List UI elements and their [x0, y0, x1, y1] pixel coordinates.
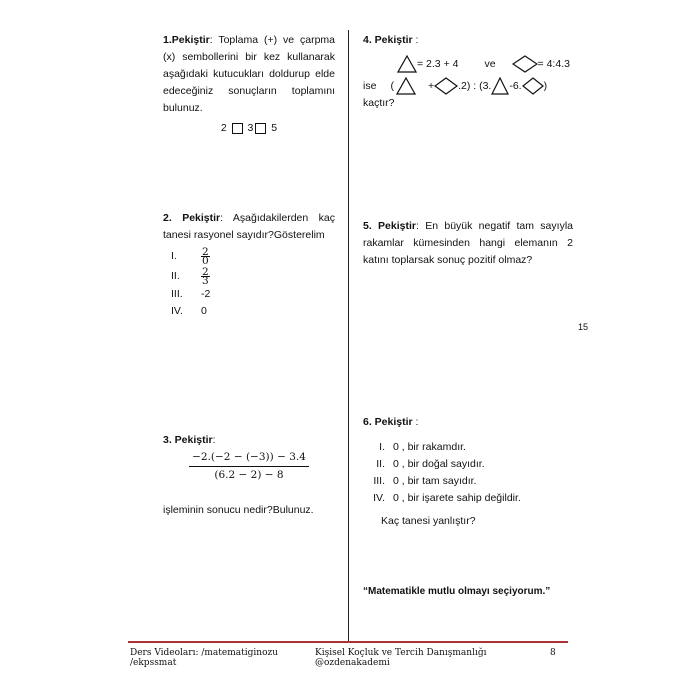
q6-list: [363, 439, 573, 507]
triangle-icon: [491, 77, 509, 95]
q6-roman: II.: [376, 458, 385, 470]
q3-question: işleminin sonucu nedir?Bulunuz.: [163, 504, 314, 516]
q3-colon: :: [212, 434, 216, 446]
q2-item-3: [171, 286, 335, 303]
q4-equations: [397, 55, 573, 73]
q2-fraction-1: [201, 245, 210, 267]
fraction-denominator: 0: [202, 254, 209, 267]
q6-text: 0 , bir rakamdır.: [393, 441, 466, 453]
q6-item-4: [363, 490, 573, 507]
q6-colon: :: [412, 416, 419, 428]
q4-ise: ise: [363, 79, 377, 92]
diamond-icon: [522, 77, 544, 95]
footer-left: Ders Videoları: /matematiginozu /ekpssmat: [130, 648, 279, 668]
q2-item-1: [171, 246, 335, 266]
q1-text: : Toplama (+) ve çarpma (x) sembollerini bir kez kullanarak aşağıdaki kutucukları doldurup elde edeceğiniz sonuçların toplamını bulunuz.: [163, 34, 335, 114]
q4-title: 4. Pekiştir: [363, 34, 413, 46]
q3-title: 3. Pekiştir: [163, 434, 213, 446]
side-page-number: 15: [578, 322, 589, 332]
q1-box-1: [232, 123, 243, 134]
q4-close: ): [543, 79, 548, 92]
q2-value: -2: [201, 288, 211, 300]
q6-text: 0 , bir işarete sahip değildir.: [393, 492, 521, 504]
q3-numerator: −2.(−2 − (−3)) − 3.4: [189, 449, 309, 467]
q2-item-4: [171, 303, 335, 320]
column-divider: [348, 30, 349, 642]
question-6: [363, 414, 573, 530]
q1-number-2: 3: [247, 122, 254, 134]
q4-mid: .2) : (3.: [458, 79, 492, 92]
q4-plus: +: [427, 79, 435, 92]
fraction-numerator: 2: [202, 265, 209, 278]
q6-text: 0 , bir doğal sayıdır.: [393, 458, 485, 470]
q4-question: kaçtır?: [363, 97, 395, 109]
q4-ve: ve: [484, 57, 496, 70]
q6-question: Kaç tanesi yanlıştır?: [381, 515, 476, 527]
q1-number-3: 5: [271, 122, 278, 134]
q6-text: 0 , bir tam sayıdır.: [393, 475, 477, 487]
q3-expression: [163, 449, 335, 484]
question-2: [163, 210, 335, 320]
q6-roman: I.: [379, 441, 385, 453]
footer-center: Kişisel Koçluk ve Tercih Danışmanlığı @ozdenakademi: [315, 648, 487, 668]
fraction-denominator: 3: [202, 274, 209, 287]
q2-list: [171, 246, 335, 320]
q2-roman: III.: [171, 288, 183, 300]
question-4: [363, 32, 573, 112]
q2-title: 2. Pekiştir: [163, 212, 221, 224]
q2-item-2: [171, 266, 335, 286]
q4-open: (: [390, 79, 394, 92]
q4-eq2: = 4:4.3: [537, 57, 570, 70]
q6-title: 6. Pekiştir: [363, 416, 413, 428]
q2-roman: I.: [171, 249, 177, 262]
q3-denominator: (6.2 − 2) − 8: [214, 469, 284, 481]
q1-box-2: [255, 123, 266, 134]
diamond-icon: [512, 55, 538, 73]
triangle-icon: [396, 77, 416, 95]
q4-colon: :: [412, 34, 419, 46]
q1-boxes: [163, 120, 335, 137]
q2-roman: IV.: [171, 305, 183, 317]
q5-text: : En büyük negatif tam sayıyla rakamlar kümesinden hangi elemanın 2 katını toplarsak sonuç pozitif olmaz?: [363, 220, 573, 266]
q4-eq1: = 2.3 + 4: [417, 57, 459, 70]
q6-item-2: [363, 456, 573, 473]
footer-rule: [128, 641, 568, 643]
footer-page-number: 8: [550, 648, 556, 658]
question-1: [163, 32, 335, 137]
q5-title: 5. Pekiştir: [363, 220, 416, 232]
diamond-icon: [434, 77, 458, 95]
q4-expression: [363, 77, 573, 95]
question-3: [163, 432, 335, 519]
q4-minus6: -6.: [509, 79, 522, 92]
q2-fraction-2: [201, 265, 210, 287]
q6-item-1: [363, 439, 573, 456]
q2-value: 0: [201, 305, 207, 317]
q6-roman: IV.: [373, 492, 385, 504]
q1-title: 1.Pekiştir: [163, 34, 210, 46]
question-5: [363, 218, 573, 269]
triangle-icon: [397, 55, 417, 73]
q6-roman: III.: [373, 475, 385, 487]
q6-item-3: [363, 473, 573, 490]
q1-number-1: 2: [220, 122, 227, 134]
fraction-numerator: 2: [202, 245, 209, 258]
footer: [130, 648, 570, 668]
motto-quote: “Matematikle mutlu olmayı seçiyorum.”: [363, 586, 551, 597]
q2-text: : Aşağıdakilerden kaç tanesi rasyonel sayıdır?Gösterelim: [163, 212, 335, 241]
q2-roman: II.: [171, 269, 180, 282]
